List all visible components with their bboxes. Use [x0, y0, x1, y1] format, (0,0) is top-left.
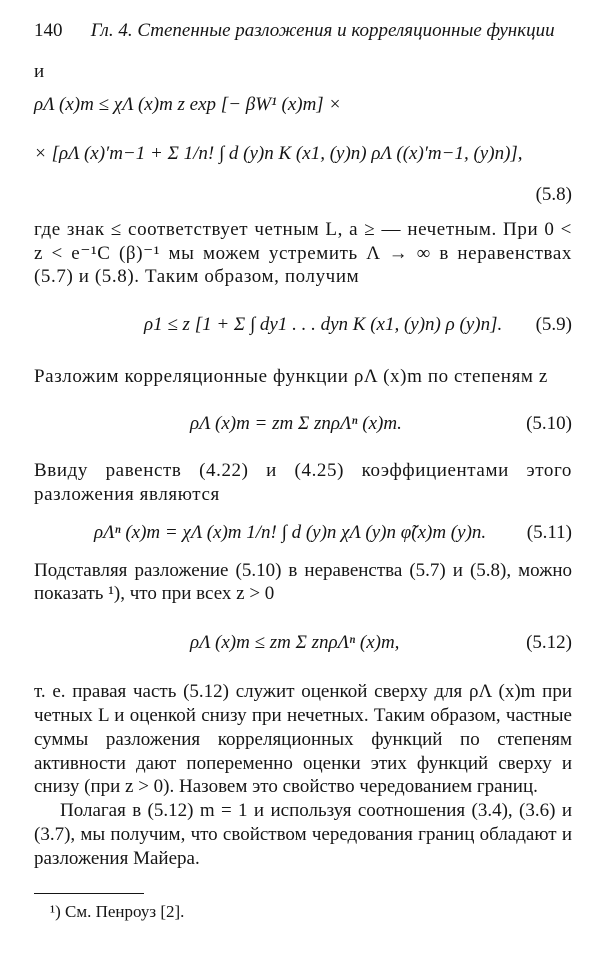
equation-5-8-line1-text: ρΛ (x)m ≤ χΛ (x)m z exp [− βW¹ (x)m] × — [34, 93, 342, 115]
equation-5-11-text: ρΛⁿ (x)m = χΛ (x)m 1/n! ∫ d (y)n χΛ (y)n φ̃(x)m (y)n. — [94, 521, 487, 543]
paragraph-and: и — [34, 61, 45, 82]
footnote: ¹) См. Пенроуз [2]. — [50, 902, 185, 921]
paragraph-4: Подставляя разложение (5.10) в неравенства (5.7) и (5.8), можно показать ¹), что при всех z > 0 — [34, 559, 572, 605]
equation-5-9 — [34, 289, 572, 361]
equation-5-8-line1 — [34, 94, 572, 124]
equation-5-9-text: ρ1 ≤ z [1 + Σ ∫ dy1 . . . dyn K (x1, (y)n) ρ (y)n]. — [144, 314, 503, 336]
page — [34, 20, 572, 871]
equation-5-11-tag: (5.11) — [526, 521, 572, 543]
equation-5-11 — [34, 507, 572, 559]
paragraph-5: т. е. правая часть (5.12) служит оценкой сверху для ρΛ (x)m при четных L и оценкой снизу при нечетных. Таким образом, частные суммы разложения корреляционных функций по степеням активности дают попеременно оценки этих функций сверху и снизу (при z > 0). Назовем это свойство чередованием границ. — [34, 681, 572, 798]
equation-5-8-tag: (5.8) — [535, 183, 572, 205]
equation-5-8-line2-text: × [ρΛ (x)′m−1 + Σ 1/n! ∫ d (y)n K (x1, (y)n) ρΛ ((x)′m−1, (y)n)], — [34, 142, 523, 164]
equation-5-12 — [34, 606, 572, 680]
paragraph-3: Ввиду равенств (4.22) и (4.25) коэффициентами этого разложения являются — [34, 459, 572, 505]
equation-5-10 — [34, 389, 572, 459]
page-number: 140 — [34, 20, 63, 41]
paragraph-1: где знак ≤ соответствует четным L, а ≥ — нечетным. При 0 < z < e⁻¹C (β)⁻¹ мы можем устремить Λ → ∞ в неравенствах (5.7) и (5.8). Таким образом, получим — [34, 218, 572, 288]
equation-5-10-text: ρΛ (x)m = zm Σ znρΛⁿ (x)m. — [190, 412, 402, 434]
equation-5-12-text: ρΛ (x)m ≤ zm Σ znρΛⁿ (x)m, — [190, 632, 400, 654]
equation-5-9-tag: (5.9) — [535, 314, 572, 336]
equation-5-12-tag: (5.12) — [526, 632, 572, 654]
equation-5-10-tag: (5.10) — [526, 412, 572, 434]
running-title: Гл. 4. Степенные разложения и корреляционные функции — [90, 20, 555, 41]
page-header — [34, 20, 572, 42]
paragraph-2: Разложим корреляционные функции ρΛ (x)m по степеням z — [34, 366, 548, 388]
footnote-divider — [34, 893, 144, 894]
equation-5-8-line2 — [34, 124, 572, 184]
paragraph-6: Полагая в (5.12) m = 1 и используя соотношения (3.4), (3.6) и (3.7), мы получим, что свойством чередования границ обладают и разложения Майера. — [34, 800, 572, 869]
equation-5-8-tag-row — [34, 184, 572, 214]
